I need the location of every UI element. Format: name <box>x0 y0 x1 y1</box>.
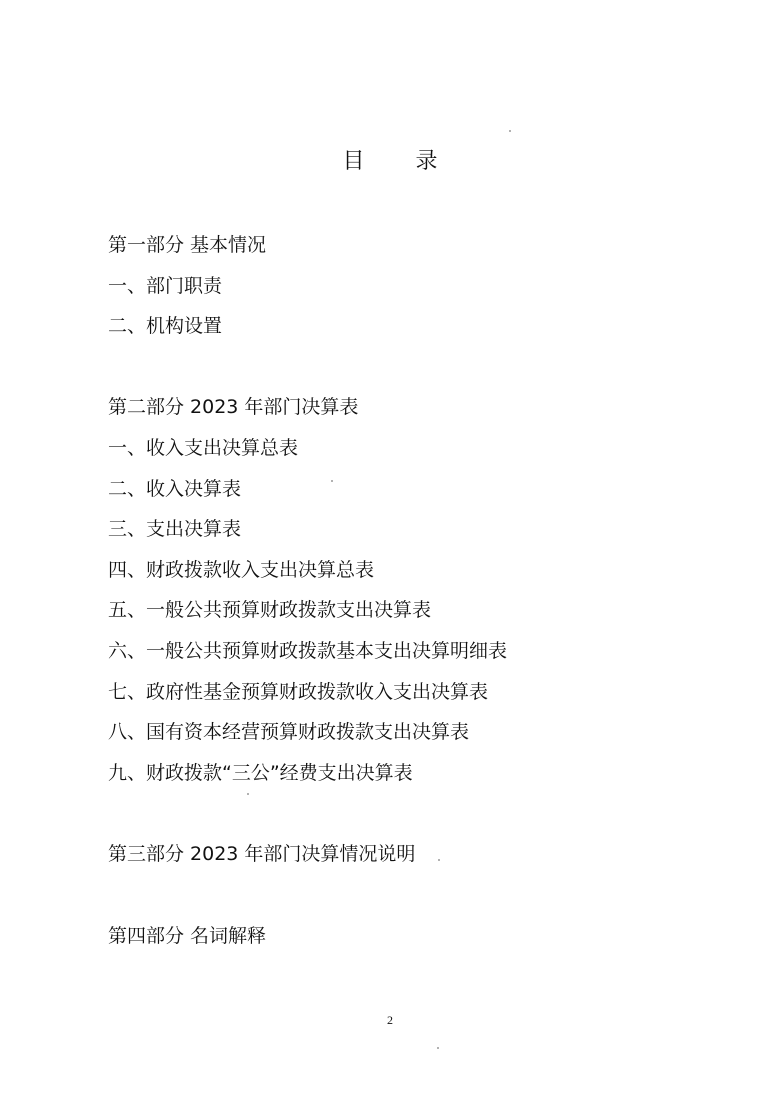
toc-part2-item-4: 四、财政拨款收入支出决算总表 <box>108 559 375 581</box>
toc-part4-heading: 第四部分 名词解释 <box>108 925 267 947</box>
toc-part1-item-1: 一、部门职责 <box>108 275 223 297</box>
scan-speck <box>247 793 249 795</box>
toc-part2-item-1: 一、收入支出决算总表 <box>108 437 299 459</box>
toc-part2-item-2: 二、收入决算表 <box>108 478 242 500</box>
toc-part2-item-6: 六、一般公共预算财政拨款基本支出决算明细表 <box>108 640 508 662</box>
page-number: 2 <box>387 1013 393 1027</box>
toc-part2-heading: 第二部分 2023 年部门决算表 <box>108 396 359 418</box>
toc-part2-item-5: 五、一般公共预算财政拨款支出决算表 <box>108 599 432 621</box>
page-title: 目 录 <box>342 149 460 174</box>
scan-speck <box>509 130 511 132</box>
toc-part3-heading: 第三部分 2023 年部门决算情况说明 <box>108 843 416 865</box>
toc-part1-item-2: 二、机构设置 <box>108 315 223 337</box>
toc-part2-item-7: 七、政府性基金预算财政拨款收入支出决算表 <box>108 681 489 703</box>
scan-speck <box>437 1047 439 1049</box>
scan-speck <box>438 859 440 861</box>
toc-part1-heading: 第一部分 基本情况 <box>108 234 267 256</box>
scan-speck <box>331 480 333 482</box>
toc-part2-item-9: 九、财政拨款“三公”经费支出决算表 <box>108 762 413 784</box>
toc-part2-item-3: 三、支出决算表 <box>108 518 242 540</box>
toc-part2-item-8: 八、国有资本经营预算财政拨款支出决算表 <box>108 721 470 743</box>
